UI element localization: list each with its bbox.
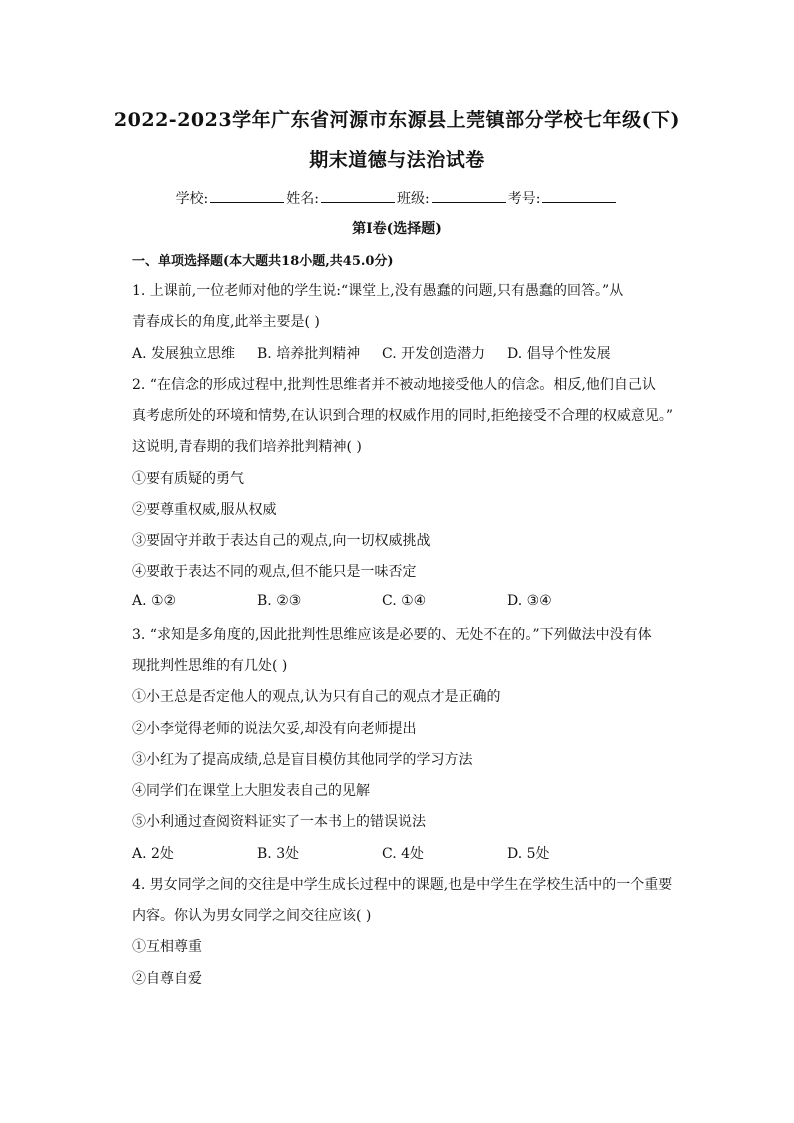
question-2-item-4: ④要敢于表达不同的观点,但不能只是一味否定 — [132, 564, 417, 580]
option-c: C. 4处 — [382, 846, 425, 862]
question-2-item-2: ②要尊重权威,服从权威 — [132, 502, 277, 518]
exam-title-line2: 期末道德与法治试卷 — [309, 149, 485, 171]
option-a: A. ①② — [132, 593, 177, 609]
question-2-options — [132, 593, 632, 609]
question-1-line-1: 1. 上课前,一位老师对他的学生说:“课堂上,没有愚蠢的问题,只有愚蠢的回答。”从 — [132, 283, 624, 299]
question-4-line-1: 4. 男女同学之间的交往是中学生成长过程中的课题,也是中学生在学校生活中的一个重要 — [132, 877, 673, 893]
option-c: C. 开发创造潜力 — [382, 346, 486, 362]
question-4-item-1: ①互相尊重 — [132, 939, 202, 955]
option-d: D. 倡导个性发展 — [507, 346, 611, 362]
question-3-line-1: 3. “求知是多角度的,因此批判性思维应该是必要的、无处不在的。”下列做法中没有体 — [132, 627, 652, 643]
question-3-item-3: ③小红为了提高成绩,总是盲目模仿其他同学的学习方法 — [132, 752, 473, 768]
class-label: 班级: — [397, 191, 430, 207]
question-1-line-2: 青春成长的角度,此举主要是( ) — [132, 314, 320, 330]
option-b: B. 培养批判精神 — [257, 346, 361, 362]
option-a: A. 2处 — [132, 846, 174, 862]
option-b: B. 3处 — [257, 846, 300, 862]
option-d: D. 5处 — [507, 846, 550, 862]
school-blank — [210, 190, 284, 203]
school-label: 学校: — [175, 191, 209, 207]
question-1-options — [132, 343, 632, 363]
question-2-item-1: ①要有质疑的勇气 — [132, 471, 244, 487]
option-c: C. ①④ — [382, 593, 427, 609]
question-3-line-2: 现批判性思维的有几处( ) — [132, 658, 288, 674]
option-b: B. ②③ — [257, 593, 302, 609]
question-3-item-2: ②小李觉得老师的说法欠妥,却没有向老师提出 — [132, 721, 417, 737]
question-4-item-2: ②自尊自爱 — [132, 971, 202, 987]
question-4-line-2: 内容。你认为男女同学之间交往应该( ) — [132, 908, 372, 924]
exam-number-label: 考号: — [507, 191, 541, 207]
exam-number-blank — [542, 190, 616, 203]
question-3-item-5: ⑤小利通过查阅资料证实了一本书上的错误说法 — [132, 814, 426, 830]
section-title: 一、单项选择题(本大题共18小题,共45.0分) — [132, 254, 394, 269]
student-info-row — [0, 188, 794, 208]
option-a: A. 发展独立思维 — [132, 346, 236, 362]
question-3-item-1: ①小王总是否定他人的观点,认为只有自己的观点才是正确的 — [132, 689, 501, 705]
name-label: 姓名: — [286, 191, 319, 207]
question-2-line-1: 2. “在信念的形成过程中,批判性思维者并不被动地接受他人的信念。相反,他们自己认 — [132, 377, 656, 393]
question-3-options — [132, 843, 632, 863]
exam-title-line1: 2022-2023学年广东省河源市东源县上莞镇部分学校七年级(下) — [113, 109, 681, 131]
part-title: 第I卷(选择题) — [352, 221, 442, 237]
question-2-line-2: 真考虑所处的环境和情势,在认识到合理的权威作用的同时,拒绝接受不合理的权威意见。” — [132, 408, 674, 424]
question-3-item-4: ④同学们在课堂上大胆发表自己的见解 — [132, 783, 370, 799]
option-d: D. ③④ — [507, 593, 552, 609]
name-blank — [321, 190, 395, 203]
question-2-line-3: 这说明,青春期的我们培养批判精神( ) — [132, 439, 362, 455]
class-blank — [432, 190, 506, 203]
question-2-item-3: ③要固守并敢于表达自己的观点,向一切权威挑战 — [132, 533, 431, 549]
